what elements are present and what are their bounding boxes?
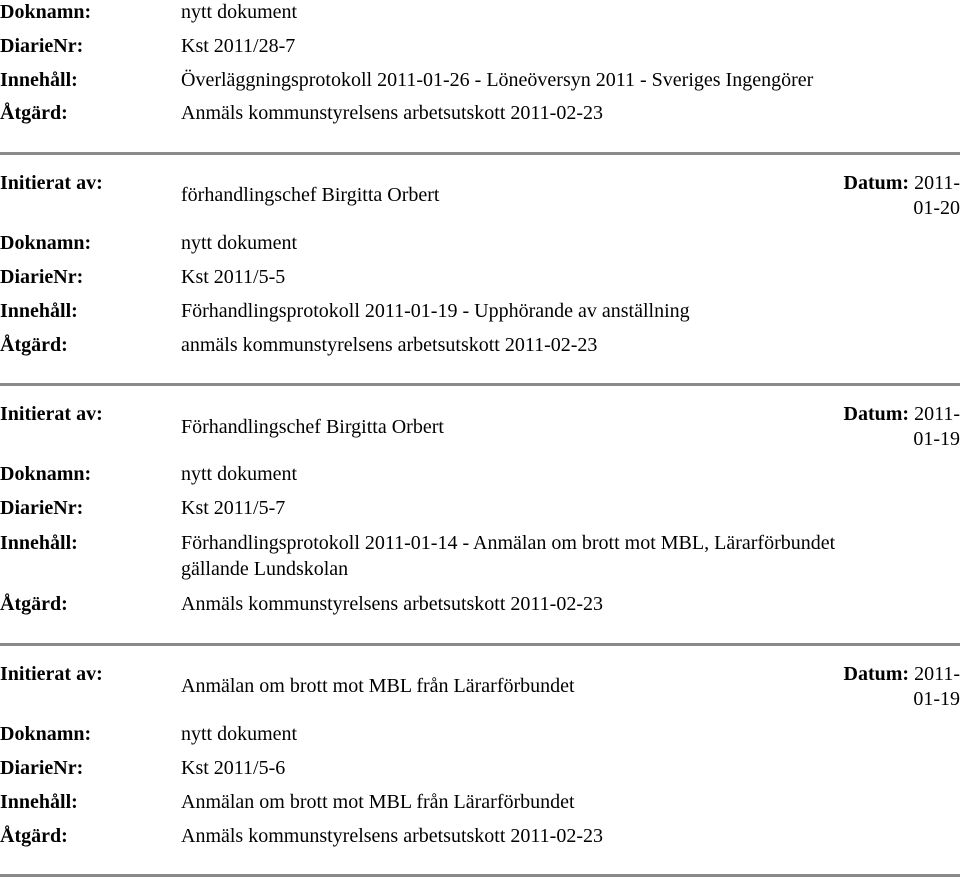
doknamn-value: nytt dokument	[181, 1, 298, 23]
diarienr-value: Kst 2011/28-7	[181, 35, 296, 57]
datum-block	[800, 402, 960, 452]
datum-block	[800, 662, 960, 712]
doknamn-label: Doknamn:	[0, 723, 92, 745]
doknamn-label: Doknamn:	[0, 463, 92, 485]
doknamn-label: Doknamn:	[0, 232, 92, 254]
doknamn-value: nytt dokument	[181, 232, 298, 254]
diarienr-value: Kst 2011/5-5	[181, 266, 286, 288]
initierat-label: Initierat av:	[0, 403, 103, 425]
diarienr-label: DiarieNr:	[0, 757, 84, 779]
atgard-value: anmäls kommunstyrelsens arbetsutskott 2011-02-23	[181, 334, 598, 356]
initierat-value: Förhandlingschef Birgitta Orbert	[181, 416, 444, 438]
innehall-value-line1: Förhandlingsprotokoll 2011-01-14 - Anmälan om brott mot MBL, Lärarförbundet	[181, 532, 836, 554]
datum-block	[800, 171, 960, 221]
initierat-value: Anmälan om brott mot MBL från Lärarförbundet	[181, 675, 575, 697]
initierat-label: Initierat av:	[0, 663, 103, 685]
initierat-label: Initierat av:	[0, 172, 103, 194]
innehall-value-line2: gällande Lundskolan	[181, 558, 349, 580]
datum-value-line2: 01-20	[913, 197, 960, 219]
doknamn-label: Doknamn:	[0, 1, 92, 23]
datum-value-line1: 2011-	[914, 172, 960, 194]
diarienr-label: DiarieNr:	[0, 266, 84, 288]
datum-value-line1: 2011-	[914, 403, 960, 425]
entry-divider	[0, 643, 960, 646]
atgard-label: Åtgärd:	[0, 825, 68, 847]
atgard-label: Åtgärd:	[0, 593, 68, 615]
datum-label: Datum:	[843, 663, 910, 685]
datum-value-line2: 01-19	[913, 688, 960, 710]
innehall-value: Anmälan om brott mot MBL från Lärarförbundet	[181, 791, 575, 813]
doknamn-value: nytt dokument	[181, 723, 298, 745]
datum-label: Datum:	[843, 172, 910, 194]
innehall-value: Förhandlingsprotokoll 2011-01-19 - Upphörande av anställning	[181, 300, 690, 322]
diarienr-value: Kst 2011/5-7	[181, 497, 286, 519]
diarienr-label: DiarieNr:	[0, 497, 84, 519]
datum-value-line2: 01-19	[913, 428, 960, 450]
atgard-value: Anmäls kommunstyrelsens arbetsutskott 2011-02-23	[181, 102, 603, 124]
innehall-value: Överläggningsprotokoll 2011-01-26 - Löneöversyn 2011 - Sveriges Ingengörer	[181, 69, 814, 91]
atgard-value: Anmäls kommunstyrelsens arbetsutskott 2011-02-23	[181, 593, 603, 615]
entry-divider	[0, 383, 960, 386]
initierat-value: förhandlingschef Birgitta Orbert	[181, 184, 440, 206]
datum-label: Datum:	[843, 403, 910, 425]
diarienr-label: DiarieNr:	[0, 35, 84, 57]
atgard-label: Åtgärd:	[0, 334, 68, 356]
diarienr-value: Kst 2011/5-6	[181, 757, 286, 779]
entry-divider	[0, 874, 960, 877]
innehall-label: Innehåll:	[0, 300, 78, 322]
datum-value-line1: 2011-	[914, 663, 960, 685]
doknamn-value: nytt dokument	[181, 463, 298, 485]
atgard-label: Åtgärd:	[0, 102, 68, 124]
innehall-label: Innehåll:	[0, 791, 78, 813]
atgard-value: Anmäls kommunstyrelsens arbetsutskott 2011-02-23	[181, 825, 603, 847]
entry-divider	[0, 152, 960, 155]
innehall-label: Innehåll:	[0, 69, 78, 91]
innehall-label: Innehåll:	[0, 532, 78, 554]
